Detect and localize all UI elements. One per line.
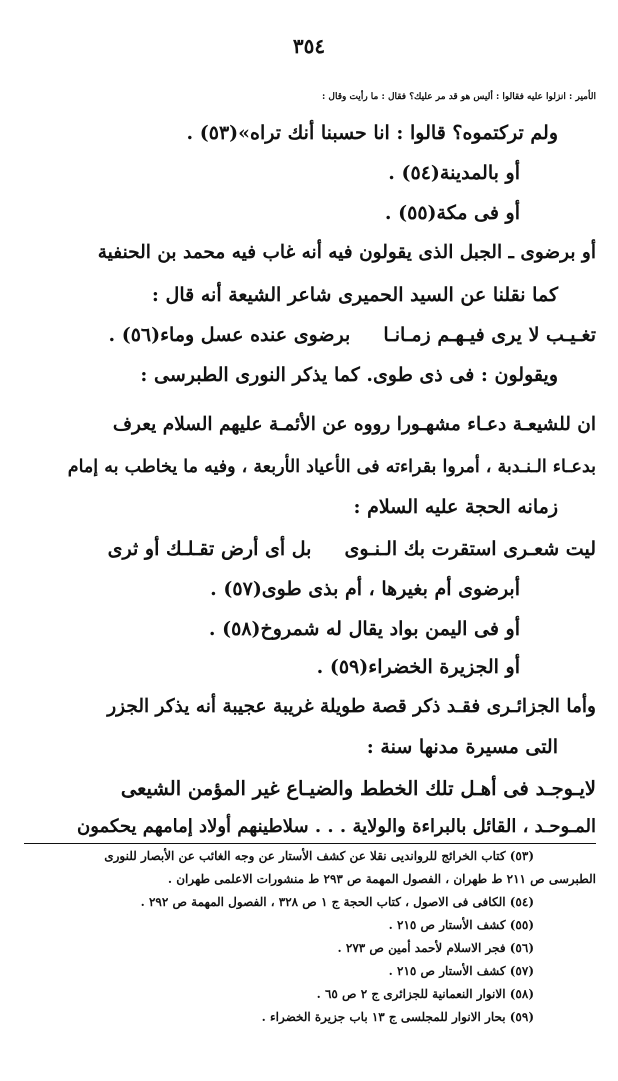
body-line: ويقولون : فى ذى طوى. كما يذكر النورى الطبرسى : xyxy=(140,364,558,386)
body-line: أو بالمدينة(٥٤) . xyxy=(388,162,520,184)
body-line: ولم تركتموه؟ قالوا : انا حسبنا أنك تراه»(٥٣) . xyxy=(186,122,558,144)
body-line: أو الجزيرة الخضراء(٥٩) . xyxy=(316,656,520,678)
body-line: أبرضوى أم بغيرها ، أم بذى طوى(٥٧) . xyxy=(210,578,520,600)
body-line: ان للشيعـة دعـاء مشهـورا رووه عن الأئمـة عليهم السلام يعرف xyxy=(112,414,596,435)
body-line: ليت شعـرى استقرت بك الـنـوى بل أى أرض تقـلـك أو ثرى xyxy=(107,538,596,560)
footnote-separator xyxy=(24,843,596,844)
body-line: كما نقلنا عن السيد الحميرى شاعر الشيعة أنه قال : xyxy=(151,284,558,306)
footnote: (٥٨) الانوار النعمانية للجزائرى ج ٢ ص ٦٥ . xyxy=(316,987,534,1001)
footnote: (٥٣) كتاب الخرائج للروانديى نقلا عن كشف الأستار عن وجه الغائب عن الأبصار للنورى xyxy=(104,849,534,863)
footnote: (٥٧) كشف الأستار ص ٢١٥ . xyxy=(388,964,534,978)
body-line: الأمير : انزلوا عليه فقالوا : أليس هو قد مر عليك؟ فقال : ما رأيت وقال : xyxy=(321,92,596,102)
footnote: (٥٦) فجر الاسلام لأحمد أمين ص ٢٧٣ . xyxy=(337,941,534,955)
footnote: (٥٤) الكافى فى الاصول ، كتاب الحجة ج ١ ص ٣٢٨ ، الفصول المهمة ص ٢٩٢ . xyxy=(140,895,534,909)
footnote: (٥٩) بحار الانوار للمجلسى ج ١٣ باب جزيرة الخضراء . xyxy=(261,1010,534,1024)
body-line: بدعـاء الـنـدبة ، أمروا بقراءته فى الأعياد الأربعة ، وفيه ما يخاطب به إمام xyxy=(67,457,596,477)
body-line: زمانه الحجة عليه السلام : xyxy=(353,496,558,518)
body-line: تغـيـب لا يرى فيـهـم زمـانـا برضوى عنده عسل وماء(٥٦) . xyxy=(108,324,596,346)
footnote: الطبرسى ص ٢١١ ط طهران ، الفصول المهمة ص ٢٩٣ ط منشورات الاعلمى طهران . xyxy=(167,872,596,886)
body-line: التى مسيرة مدنها سنة : xyxy=(366,736,558,758)
page-number: ٣٥٤ xyxy=(292,34,326,58)
footnote: (٥٥) كشف الأستار ص ٢١٥ . xyxy=(388,918,534,932)
body-line: أو فى مكة(٥٥) . xyxy=(384,202,520,224)
body-line: أو فى اليمن بواد يقال له شمروخ(٥٨) . xyxy=(208,618,520,640)
body-line: أو برضوى ـ الجبل الذى يقولون فيه أنه غاب فيه محمد بن الحنفية xyxy=(97,242,596,263)
body-line: لايـوجـد فى أهـل تلك الخطط والضيـاع غير المؤمن الشيعى xyxy=(120,777,596,800)
body-line: وأما الجزائـرى فقـد ذكر قصة طويلة غريبة عجيبة أنه يذكر الجزر xyxy=(107,696,596,717)
body-line: المـوحـد ، القائل بالبراءة والولاية . . . سلاطينهم أولاد إمامهم يحكمون xyxy=(76,816,596,837)
